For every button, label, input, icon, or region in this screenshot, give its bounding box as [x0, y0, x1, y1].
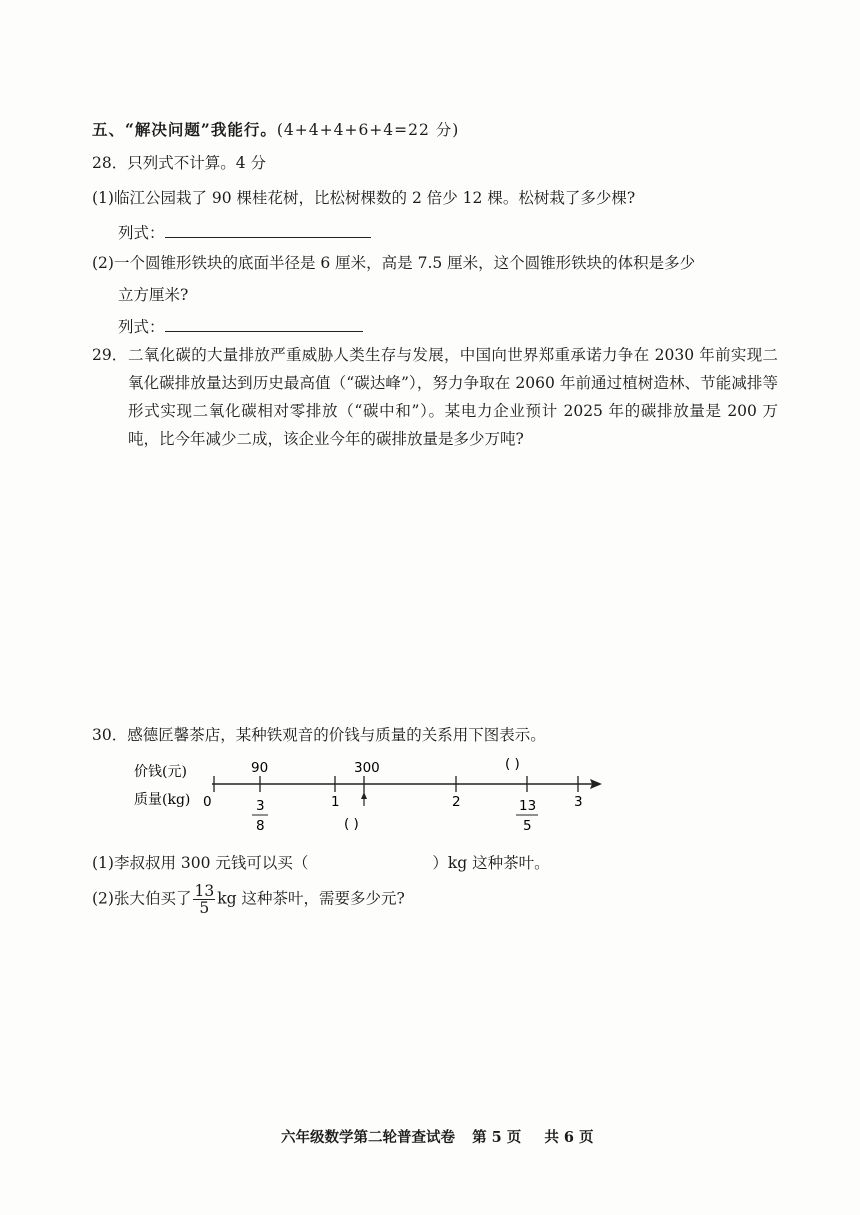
page-footer — [281, 1126, 594, 1147]
question-30-heading: 30．感德匠馨茶店，某种铁观音的价钱与质量的关系用下图表示。 — [92, 726, 546, 744]
mass-blank: ( ) — [344, 816, 359, 832]
part1-after: ）kg 这种茶叶。 — [432, 854, 550, 872]
frac-3-8-den: 8 — [256, 818, 265, 834]
price-label: 价钱(元) — [134, 764, 187, 780]
part1-before: (1)李叔叔用 300 元钱可以买（ — [92, 854, 309, 872]
question-28-part1-answer — [118, 218, 371, 248]
mass-tick-0: 0 — [203, 794, 212, 810]
frac-13-5-num: 13 — [519, 798, 537, 814]
question-30-part1 — [92, 848, 550, 878]
footer-page: 第 5 页 — [472, 1129, 522, 1146]
pointer-arrow-icon — [361, 792, 367, 799]
footer-title: 六年级数学第二轮普查试卷 — [281, 1129, 455, 1146]
question-29-number: 29． — [92, 346, 128, 364]
fraction-13-5 — [193, 883, 215, 916]
question-28-part2-line2: 立方厘米? — [118, 286, 189, 304]
section-score: (4+4+4+6+4=22 分) — [276, 121, 460, 139]
section-title-text: 五、“解决问题”我能行。 — [92, 120, 277, 139]
question-29-text: 二氧化碳的大量排放严重威胁人类生存与发展，中国向世界郑重承诺力争在 2030 年前实现二氧化碳排放量达到历史最高值（“碳达峰”），努力争取在 2060 年前通过植树造林、节能减排等形式实现二氧化碳相对零排放（“碳中和”）。某电力企业预计 2025 年的碳排放量是 200 万吨，比今年减少二成，该企业今年的碳排放量是多少万吨? — [128, 346, 778, 448]
answer-blank[interactable] — [165, 221, 371, 238]
question-30-part2 — [92, 883, 405, 916]
mass-tick-2: 2 — [452, 794, 461, 810]
question-28-part2-line1: (2)一个圆锥形铁块的底面半径是 6 厘米，高是 7.5 厘米，这个圆锥形铁块的体积是多少 — [92, 254, 696, 272]
mass-tick-1: 1 — [331, 794, 340, 810]
number-line-diagram — [130, 750, 610, 840]
answer-blank[interactable] — [165, 315, 363, 332]
question-28-heading: 28．只列式不计算。4 分 — [92, 154, 267, 172]
question-28-part2-answer — [118, 312, 363, 342]
answer-label: 列式： — [118, 318, 165, 336]
section-title — [92, 118, 459, 140]
price-tick-90: 90 — [251, 760, 269, 776]
fraction-numerator: 13 — [194, 882, 215, 900]
part2-before: (2)张大伯买了 — [92, 889, 192, 908]
mass-tick-3: 3 — [574, 794, 583, 810]
mass-label: 质量(kg) — [134, 792, 191, 808]
part2-after: kg 这种茶叶，需要多少元? — [217, 889, 405, 908]
answer-label: 列式： — [118, 224, 165, 242]
frac-13-5-den: 5 — [523, 818, 532, 834]
price-tick-300: 300 — [354, 760, 380, 776]
price-tick-blank: ( ) — [505, 756, 520, 772]
question-28-part1: (1)临江公园栽了 90 棵桂花树，比松树棵数的 2 倍少 12 棵。松树栽了多少棵? — [92, 189, 636, 207]
fraction-denominator: 5 — [199, 899, 210, 917]
footer-total: 共 6 页 — [544, 1129, 594, 1146]
frac-3-8-num: 3 — [256, 798, 265, 814]
